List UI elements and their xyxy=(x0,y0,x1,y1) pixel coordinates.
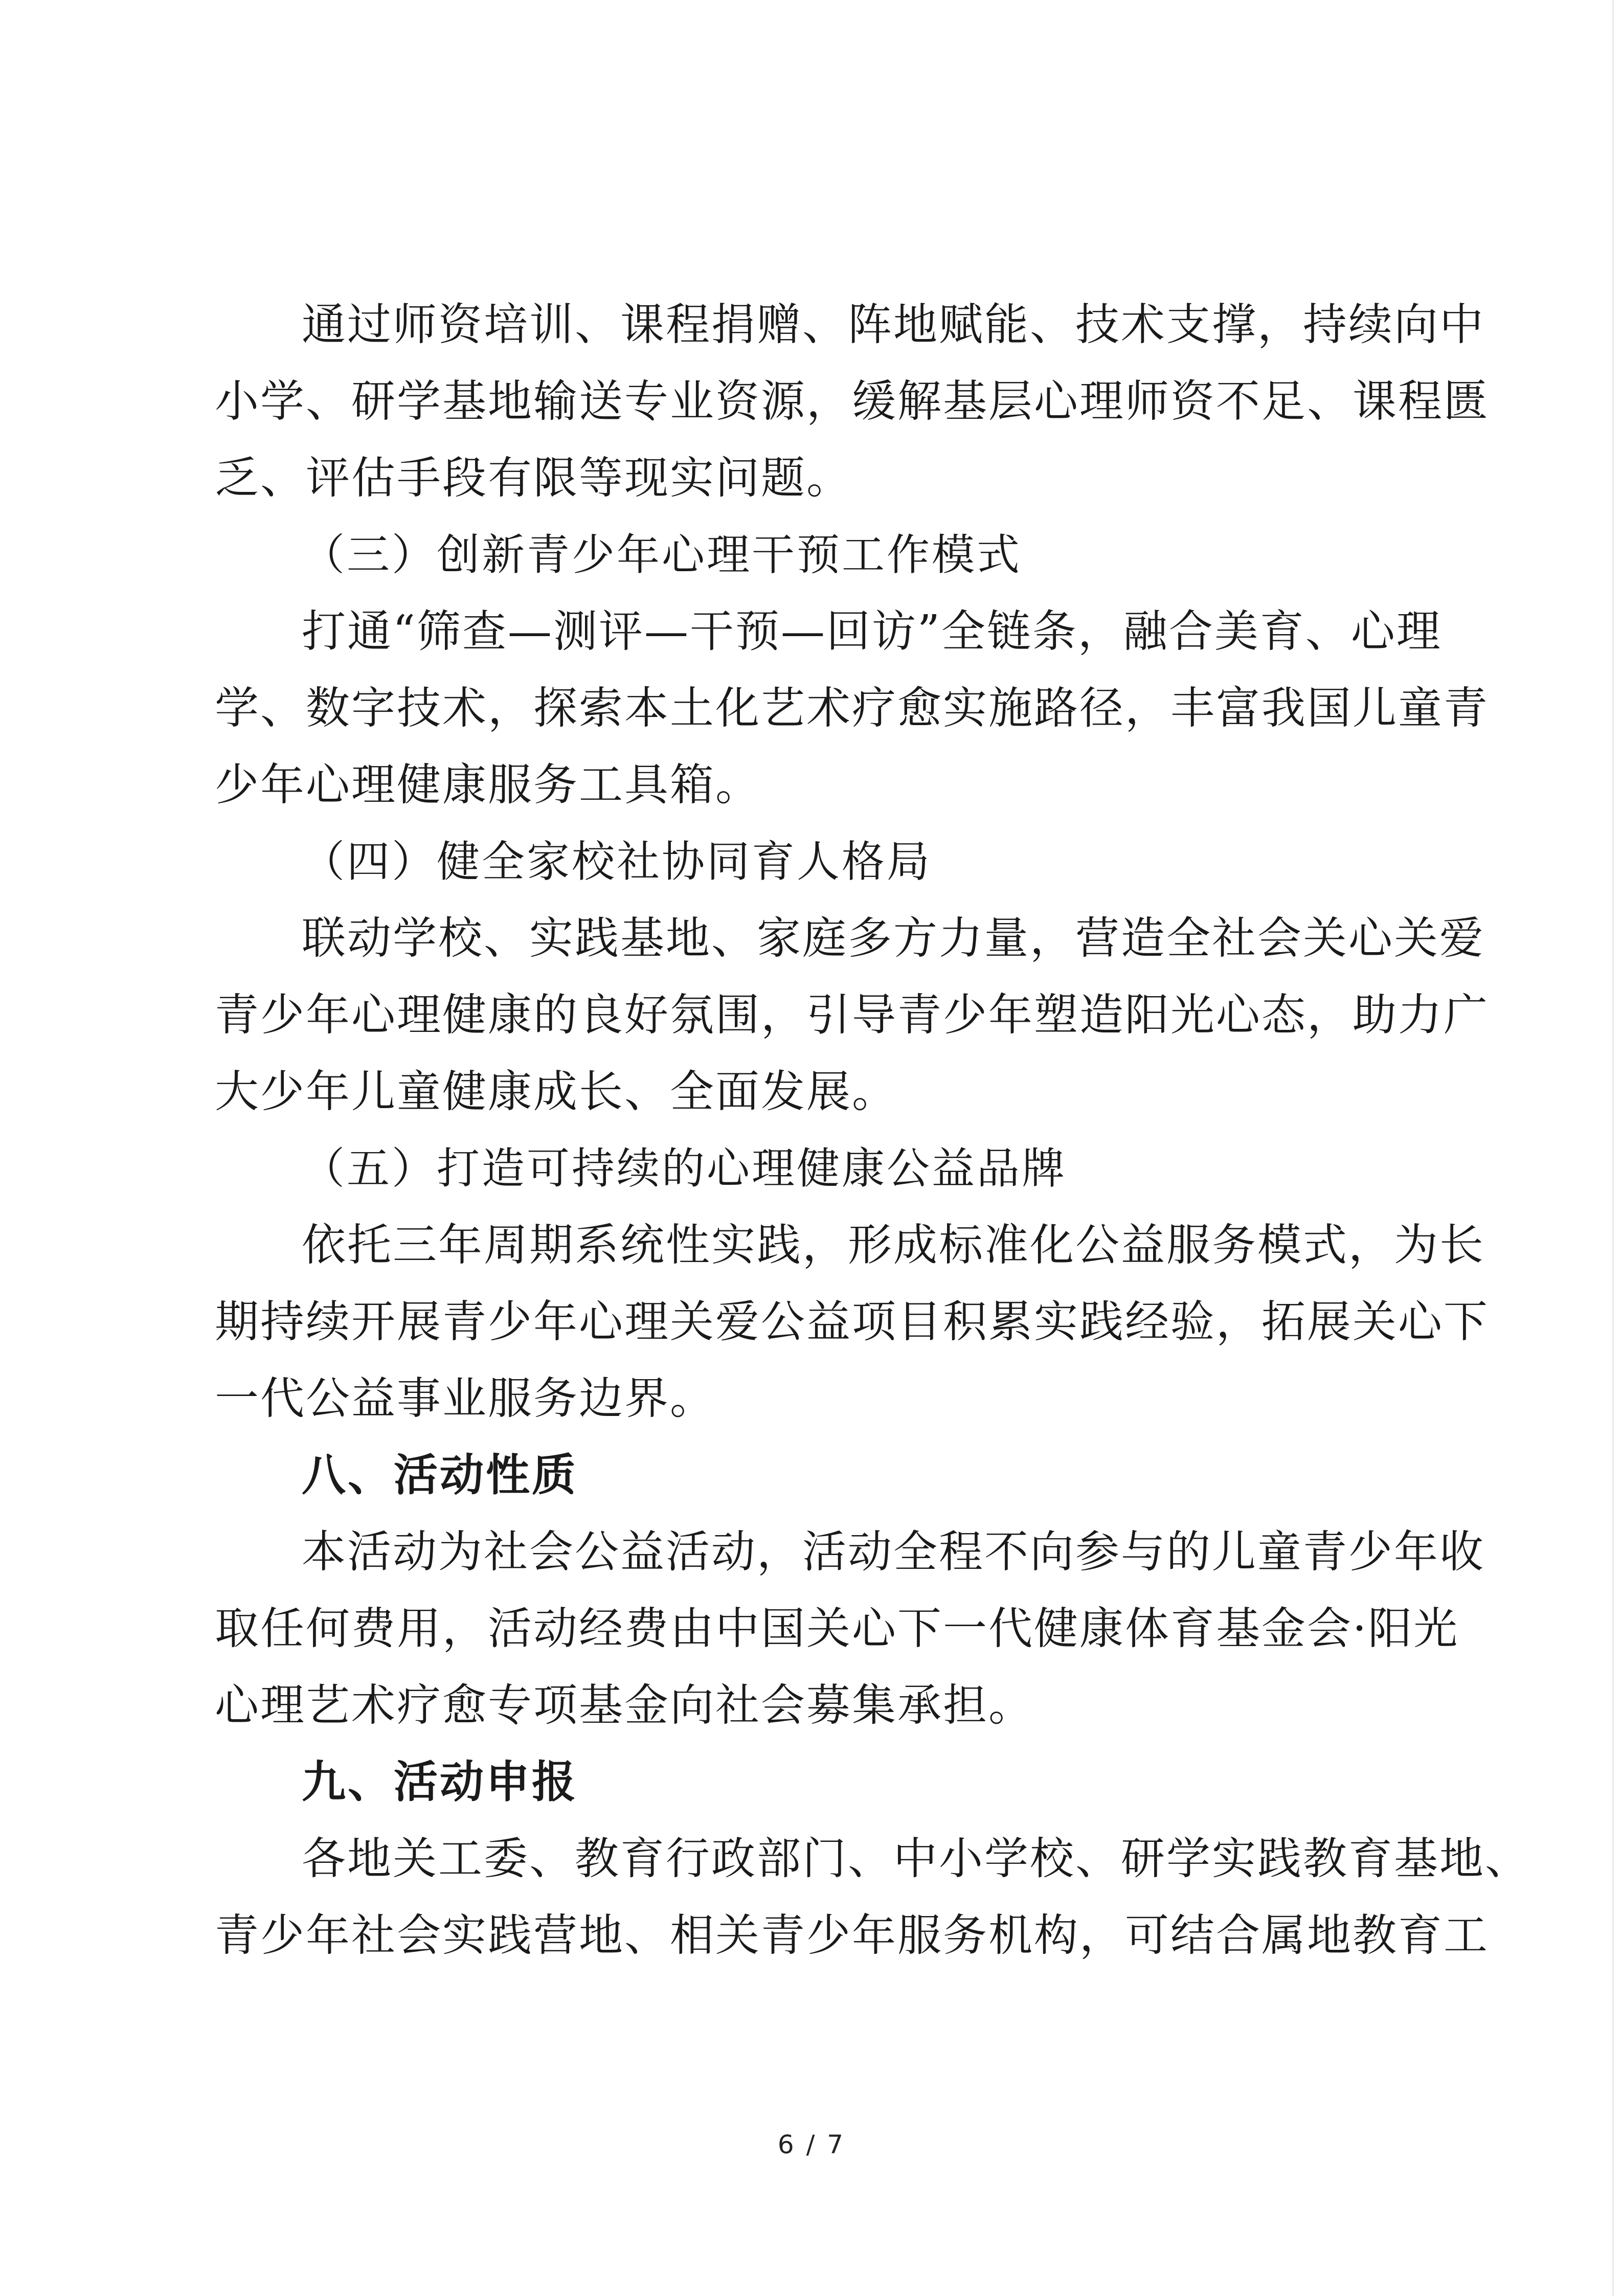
paragraph-line: 本活动为社会公益活动，活动全程不向参与的儿童青少年收 xyxy=(302,1526,1485,1578)
subheading-3: （三）创新青少年心理干预工作模式 xyxy=(302,530,1022,580)
paragraph-line: 通过师资培训、课程捐赠、阵地赋能、技术支撑，持续向中 xyxy=(302,299,1485,350)
paragraph-line: 小学、研学基地输送专业资源，缓解基层心理师资不足、课程匮 xyxy=(215,376,1489,427)
paragraph-line: 青少年心理健康的良好氛围，引导青少年塑造阳光心态，助力广 xyxy=(215,989,1489,1041)
page-number: 6 / 7 xyxy=(777,2130,846,2159)
paragraph-line: 心理艺术疗愈专项基金向社会募集承担。 xyxy=(215,1680,1034,1731)
paragraph-line: 乏、评估手段有限等现实问题。 xyxy=(215,453,852,504)
paragraph-line: 一代公益事业服务边界。 xyxy=(215,1373,715,1424)
scan-edge-shadow xyxy=(1612,0,1614,2296)
document-body xyxy=(215,286,1530,1974)
paragraph-line: 取任何费用，活动经费由中国关心下一代健康体育基金会·阳光 xyxy=(215,1603,1459,1654)
section-heading-9: 九、活动申报 xyxy=(302,1757,578,1808)
subheading-4: （四）健全家校社协同育人格局 xyxy=(302,837,932,887)
section-heading-8: 八、活动性质 xyxy=(302,1450,578,1501)
paragraph-line: 大少年儿童健康成长、全面发展。 xyxy=(215,1066,897,1117)
paragraph-line: 打通“筛查—测评—干预—回访”全链条，融合美育、心理 xyxy=(302,606,1442,657)
paragraph-line: 青少年社会实践营地、相关青少年服务机构，可结合属地教育工 xyxy=(215,1910,1489,1961)
paragraph-line: 少年心理健康服务工具箱。 xyxy=(215,759,761,811)
paragraph-line: 各地关工委、教育行政部门、中小学校、研学实践教育基地、 xyxy=(302,1833,1530,1884)
paragraph-line: 依托三年周期系统性实践，形成标准化公益服务模式，为长 xyxy=(302,1220,1485,1271)
paragraph-line: 期持续开展青少年心理关爱公益项目积累实践经验，拓展关心下 xyxy=(215,1296,1489,1347)
paragraph-line: 学、数字技术，探索本土化艺术疗愈实施路径，丰富我国儿童青 xyxy=(215,683,1489,734)
paragraph-line: 联动学校、实践基地、家庭多方力量，营造全社会关心关爱 xyxy=(302,913,1485,964)
subheading-5: （五）打造可持续的心理健康公益品牌 xyxy=(302,1143,1067,1194)
